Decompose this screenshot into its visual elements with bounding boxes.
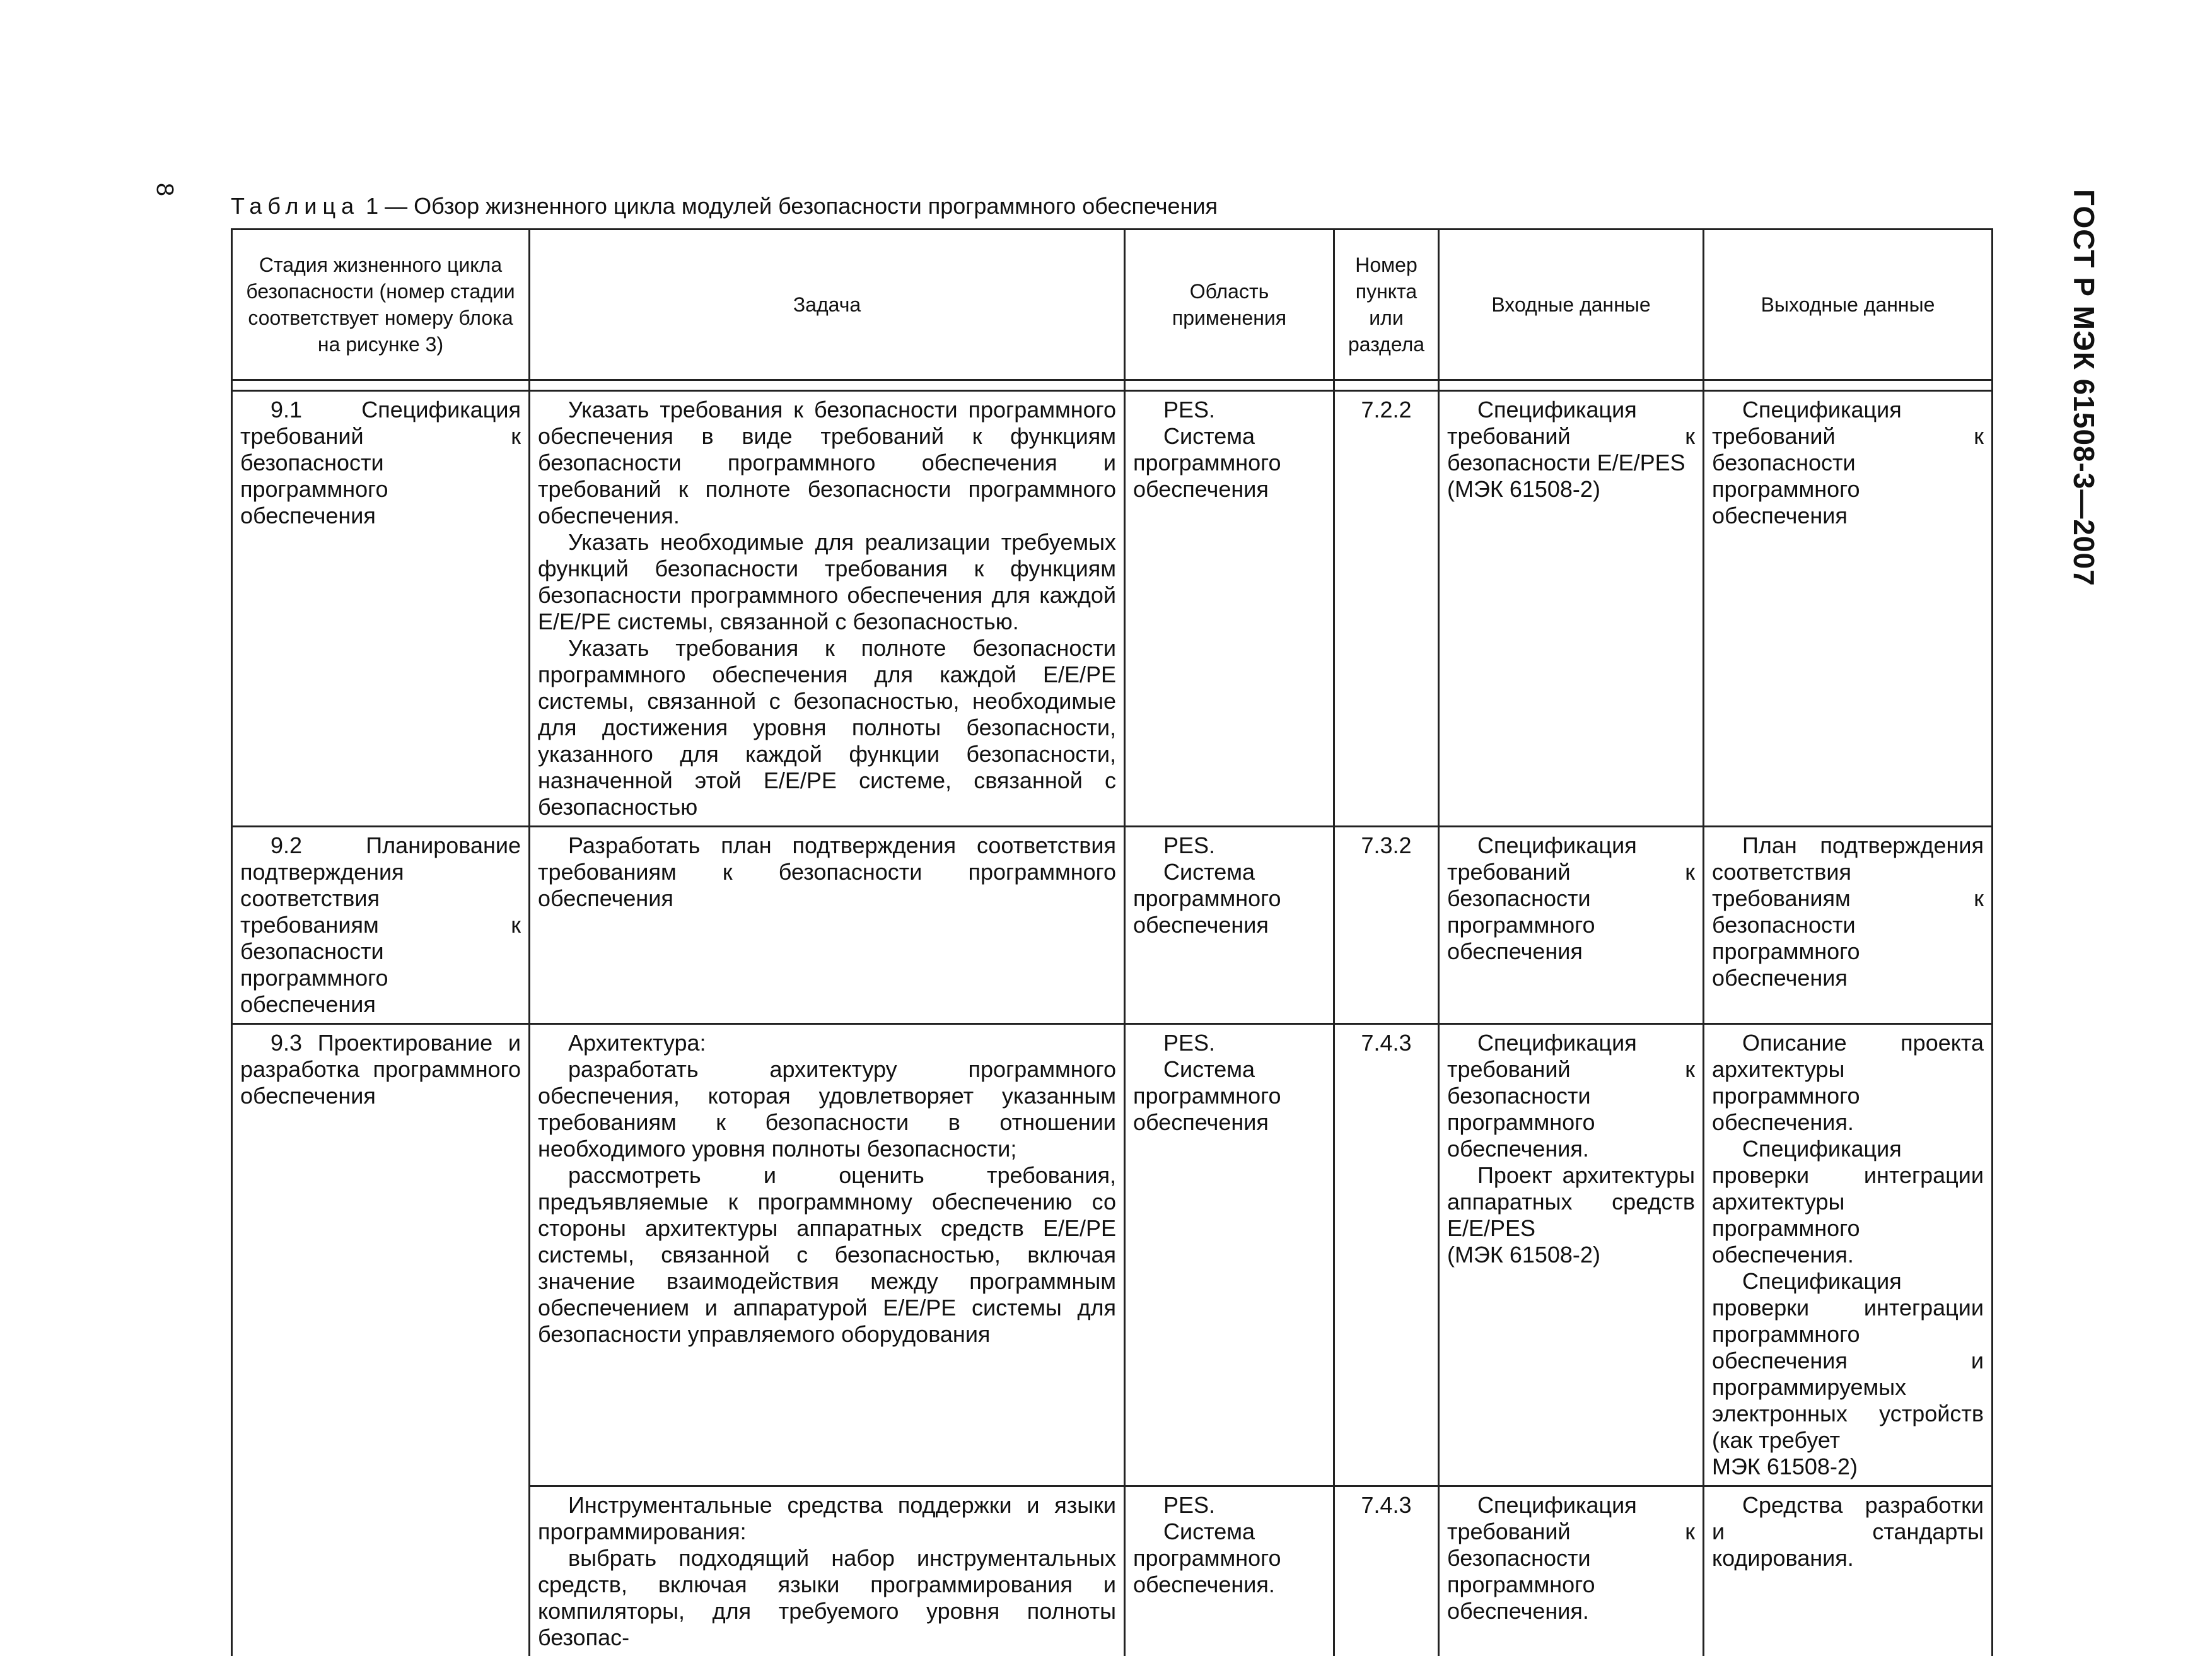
input-line: Спецификация требований к безопасности программного обеспечения	[1447, 832, 1695, 965]
document-title: ГОСТ Р МЭК 61508-3—2007	[2067, 189, 2101, 586]
inputs-cell	[1439, 1486, 1704, 1656]
scope-cell	[1125, 391, 1334, 827]
scope-cell	[1125, 827, 1334, 1024]
header-row	[232, 230, 1993, 380]
page-number: 8	[151, 183, 178, 196]
clause-cell: 7.4.3	[1334, 1024, 1439, 1486]
spacer-row	[232, 380, 1993, 391]
scope-line: Система программного обеспечения	[1133, 423, 1325, 503]
output-line: План подтверждения соответствия требованиям к безопасности программного обеспечения	[1712, 832, 1984, 991]
stage-cell: 9.1 Спецификация требований к безопасности программного обеспечения	[232, 391, 530, 827]
header-task: Задача	[530, 230, 1125, 380]
task-cell	[530, 1024, 1125, 1486]
table-row	[232, 391, 1993, 827]
header-clause: Номер пункта или раздела	[1334, 230, 1439, 380]
output-line: МЭК 61508-2)	[1712, 1454, 1984, 1480]
scope-cell	[1125, 1486, 1334, 1656]
task-paragraph: Архитектура:	[538, 1030, 1116, 1056]
inputs-cell	[1439, 1024, 1704, 1486]
input-line: (МЭК 61508-2)	[1447, 476, 1695, 503]
scope-line: PES.	[1133, 1492, 1325, 1519]
task-cell	[530, 391, 1125, 827]
table-row	[232, 1024, 1993, 1486]
output-line: Спецификация проверки интеграции программного обеспечения и программируемых электронных устройств (как требует	[1712, 1268, 1984, 1454]
outputs-cell	[1704, 391, 1993, 827]
clause-cell: 7.3.2	[1334, 827, 1439, 1024]
header-stage: Стадия жизненного цикла безопасности (номер стадии соответствует номеру блока на рисунке 3)	[232, 230, 530, 380]
input-line: (МЭК 61508-2)	[1447, 1242, 1695, 1268]
input-line: Спецификация требований к безопасности программного обеспечения.	[1447, 1492, 1695, 1624]
task-paragraph: Инструментальные средства поддержки и языки программирования:	[538, 1492, 1116, 1545]
table-caption	[231, 193, 1218, 219]
caption-text: 1 — Обзор жизненного цикла модулей безопасности программного обеспечения	[359, 193, 1218, 219]
task-paragraph: Указать необходимые для реализации требуемых функций безопасности требования к функциям безопасности программного обеспечения для каждой E/E/PE системы, связанной с безопасностью.	[538, 529, 1116, 635]
table-row	[232, 827, 1993, 1024]
scope-line: PES.	[1133, 832, 1325, 859]
scope-line: PES.	[1133, 1030, 1325, 1056]
header-outputs: Выходные данные	[1704, 230, 1993, 380]
input-line: Проект архитектуры аппаратных средств E/E/PES	[1447, 1162, 1695, 1242]
stage-cell: 9.2 Планирование подтверждения соответствия требованиям к безопасности программного обеспечения	[232, 827, 530, 1024]
input-line: Спецификация требований к безопасности программного обеспечения.	[1447, 1030, 1695, 1162]
task-paragraph: Указать требования к безопасности программного обеспечения в виде требований к функциям безопасности программного обеспечения и требований к полноте безопасности программного обеспечения.	[538, 397, 1116, 529]
task-paragraph: рассмотреть и оценить требования, предъявляемые к программному обеспечению со стороны архитектуры аппаратных средств E/E/PE системы, связанной с безопасностью, включая значение взаимодействия между программным обеспечением и аппаратурой E/E/PE системы для безопасности управляемого оборудования	[538, 1162, 1116, 1348]
input-line: Спецификация требований к безопасности E/E/PES	[1447, 397, 1695, 476]
task-paragraph: Разработать план подтверждения соответствия требованиям к безопасности программного обеспечения	[538, 832, 1116, 912]
scope-line: PES.	[1133, 397, 1325, 423]
scope-line: Система программного обеспечения.	[1133, 1519, 1325, 1598]
outputs-cell	[1704, 1486, 1993, 1656]
header-scope: Область применения	[1125, 230, 1334, 380]
caption-label: Таблица	[231, 193, 359, 219]
stage-cell: 9.3 Проектирование и разработка программного обеспечения	[232, 1024, 530, 1656]
task-paragraph: выбрать подходящий набор инструментальных средств, включая языки программирования и компиляторы, для требуемого уровня полноты безопас-	[538, 1545, 1116, 1651]
lifecycle-table	[231, 228, 1993, 1656]
outputs-cell	[1704, 827, 1993, 1024]
clause-cell: 7.4.3	[1334, 1486, 1439, 1656]
output-line: Спецификация проверки интеграции архитектуры программного обеспечения.	[1712, 1136, 1984, 1268]
inputs-cell	[1439, 391, 1704, 827]
output-line: Спецификация требований к безопасности программного обеспечения	[1712, 397, 1984, 529]
output-line: Средства разработки и стандарты кодирования.	[1712, 1492, 1984, 1571]
scope-line: Система программного обеспечения	[1133, 1056, 1325, 1136]
output-line: Описание проекта архитектуры программного обеспечения.	[1712, 1030, 1984, 1136]
task-cell	[530, 827, 1125, 1024]
scope-line: Система программного обеспечения	[1133, 859, 1325, 938]
outputs-cell	[1704, 1024, 1993, 1486]
task-paragraph: разработать архитектуру программного обеспечения, которая удовлетворяет указанным требованиям к безопасности в отношении необходимого уровня полноты безопасности;	[538, 1056, 1116, 1162]
clause-cell: 7.2.2	[1334, 391, 1439, 827]
task-cell	[530, 1486, 1125, 1656]
task-paragraph: Указать требования к полноте безопасности программного обеспечения для каждой E/E/PE системы, связанной с безопасностью, необходимые для достижения уровня полноты безопасности, указанного для каждой функции безопасности, назначенной этой E/E/PE системе, связанной с безопасностью	[538, 635, 1116, 820]
header-inputs: Входные данные	[1439, 230, 1704, 380]
scope-cell	[1125, 1024, 1334, 1486]
inputs-cell	[1439, 827, 1704, 1024]
